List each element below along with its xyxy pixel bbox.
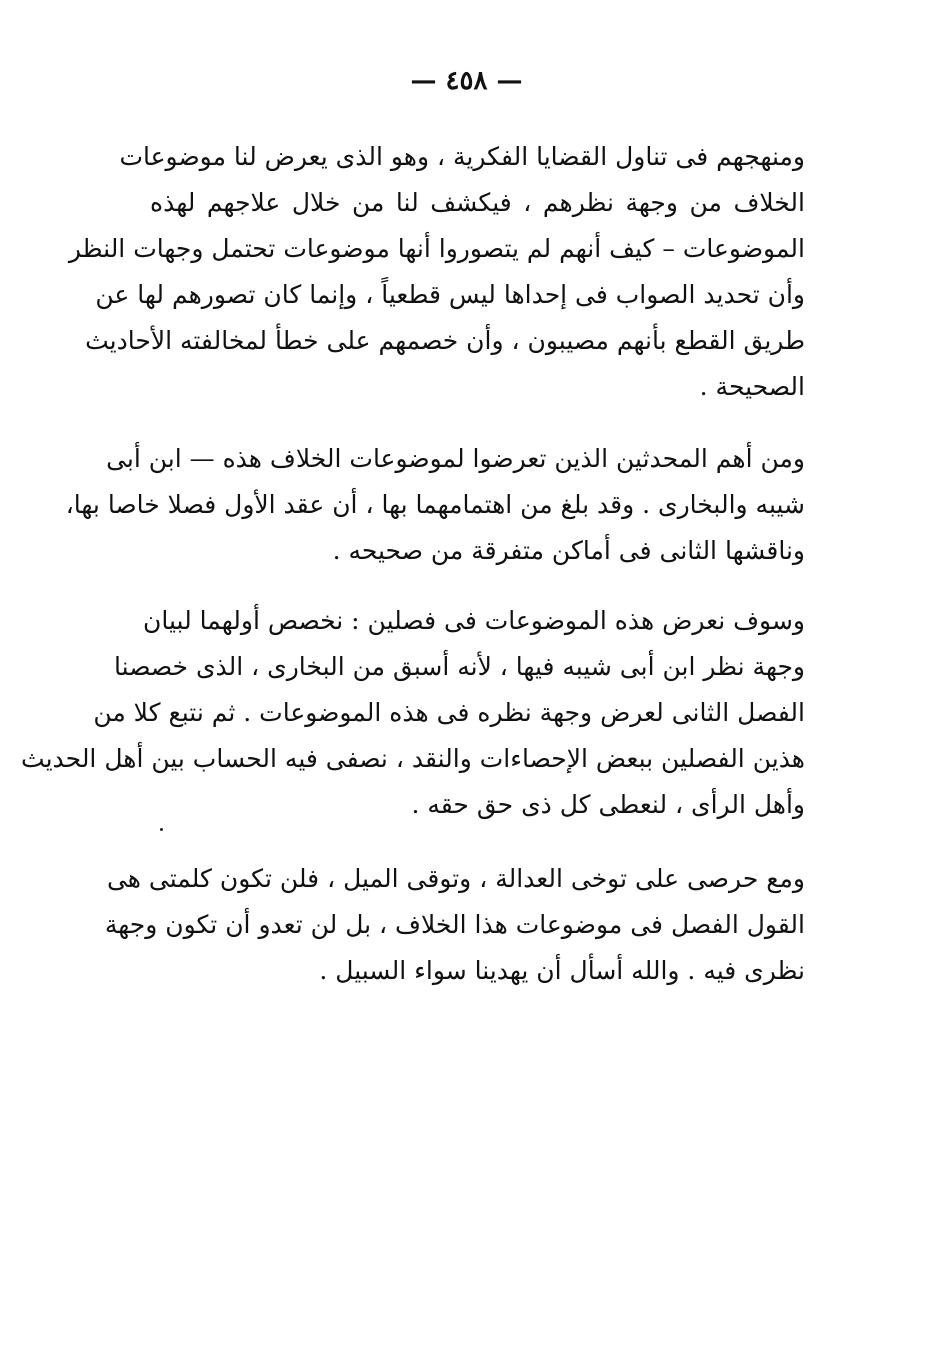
paragraph-3 — [21, 598, 805, 828]
text-line: نظرى فيه . والله أسأل أن يهدينا سواء السبيل . — [319, 956, 805, 985]
text-line: وجهة نظر ابن أبى شيبه فيها ، لأنه أسبق من البخارى ، الذى خصصنا — [114, 652, 805, 681]
text-line: وأن تحديد الصواب فى إحداها ليس قطعياً ، وإنما كان تصورهم لها عن — [95, 280, 805, 309]
text-line: ومع حرصى على توخى العدالة ، وتوقى الميل ، فلن تكون كلمتى هى — [106, 864, 805, 893]
text-line: القول الفصل فى موضوعات هذا الخلاف ، بل لن تعدو أن تكون وجهة — [104, 910, 805, 939]
text-line: وسوف نعرض هذه الموضوعات فى فصلين : نخصص أولهما لبيان — [143, 606, 805, 635]
text-line: هذين الفصلين ببعض الإحصاءات والنقد ، نصفى فيه الحساب بين أهل الحديث — [21, 744, 805, 773]
text-line: وناقشها الثانى فى أماكن متفرقة من صحيحه . — [332, 536, 805, 565]
text-line: الموضوعات – كيف أنهم لم يتصوروا أنها موضوعات تحتمل وجهات النظر — [68, 234, 805, 263]
text-line: شيبه والبخارى . وقد بلغ من اهتمامهما بها ، أن عقد الأول فصلا خاصا بها، — [65, 490, 805, 519]
text-line: ومنهجهم فى تناول القضايا الفكرية ، وهو الذى يعرض لنا موضوعات — [119, 142, 805, 171]
scan-speck — [160, 828, 163, 831]
text-line: طريق القطع بأنهم مصيبون ، وأن خصمهم على خطأ لمخالفته الأحاديث — [85, 326, 805, 355]
page-number: — ٤٥٨ — — [410, 66, 523, 96]
text-line: وأهل الرأى ، لنعطى كل ذى حق حقه . — [411, 790, 805, 819]
paragraph-2 — [65, 436, 805, 574]
paragraph-1 — [68, 134, 805, 410]
text-line: الفصل الثانى لعرض وجهة نظره فى هذه الموضوعات . ثم نتبع كلا من — [93, 698, 805, 727]
text-line: الصحيحة . — [699, 372, 805, 401]
text-line: الخلاف من وجهة نظرهم ، فيكشف لنا من خلال علاجهم لهذه — [150, 188, 805, 217]
paragraph-4 — [104, 856, 805, 994]
text-line: ومن أهم المحدثين الذين تعرضوا لموضوعات الخلاف هذه — ابن أبى — [106, 444, 805, 473]
